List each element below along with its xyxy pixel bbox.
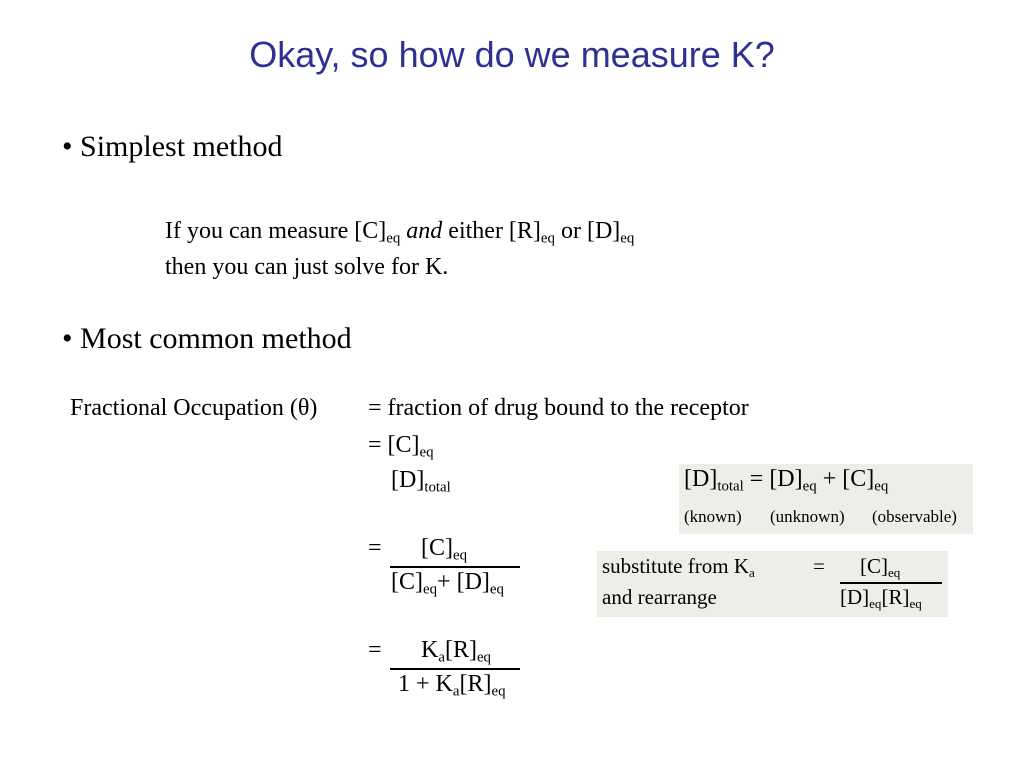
subscript-eq: eq	[476, 649, 491, 666]
subscript-total: total	[424, 479, 451, 496]
subscript-eq: eq	[423, 581, 438, 598]
method1-line2: then you can just solve for K.	[165, 254, 449, 280]
bullet-most-common-method	[62, 322, 352, 356]
dtotal-b: = [D]	[749, 466, 803, 492]
eq2-denominator	[391, 569, 504, 596]
method1-text-a: If you can measure [C]	[165, 218, 387, 244]
method1-text-c: either [R]	[448, 218, 541, 244]
bullet-dot: •	[62, 130, 73, 163]
subscript-eq: eq	[419, 444, 434, 461]
eq2-den-a: [C]	[391, 569, 423, 595]
substitute-text: substitute from K	[602, 554, 749, 578]
subscript-a: a	[452, 683, 460, 700]
eq2-equals: =	[368, 535, 382, 561]
slide-title: Okay, so how do we measure K?	[249, 34, 775, 75]
substitute-denominator	[840, 585, 922, 610]
eq3-fraction-bar	[390, 668, 520, 670]
eq3-numerator	[421, 637, 491, 664]
eq1-numerator	[368, 432, 434, 459]
subscript-total: total	[717, 478, 744, 495]
substitute-den-a: [D]	[840, 585, 870, 609]
substitute-den-b: [R]	[881, 585, 910, 609]
subscript-eq: eq	[888, 564, 901, 580]
eq3-denominator	[398, 671, 506, 698]
dtotal-equation	[684, 466, 888, 493]
bullet-simplest-method	[62, 130, 283, 164]
method1-text-d: or [D]	[560, 218, 621, 244]
eq2-den-b: + [D]	[437, 569, 490, 595]
subscript-eq: eq	[620, 230, 635, 247]
bullet-simplest-label: Simplest method	[80, 130, 283, 163]
label-known: (known)	[684, 507, 742, 526]
subscript-eq: eq	[491, 683, 506, 700]
subscript-eq: eq	[909, 595, 922, 611]
label-observable: (observable)	[872, 507, 957, 526]
substitute-num-text: [C]	[860, 554, 888, 578]
fractional-occupation-definition: = fraction of drug bound to the receptor	[368, 395, 749, 421]
method1-line1	[165, 218, 634, 245]
eq2-num-text: [C]	[421, 535, 453, 561]
bullet-common-label: Most common method	[80, 322, 352, 355]
equals-sign: =	[368, 432, 382, 458]
eq3-equals: =	[368, 637, 382, 663]
eq3-den-a: 1 + K	[398, 671, 453, 697]
dtotal-a: [D]	[684, 466, 718, 492]
substitute-line1	[602, 554, 755, 579]
subscript-eq: eq	[874, 478, 889, 495]
subscript-eq: eq	[802, 478, 817, 495]
eq2-numerator	[421, 535, 467, 562]
substitute-line2: and rearrange	[602, 585, 717, 609]
substitute-numerator	[860, 554, 900, 579]
subscript-a: a	[749, 564, 755, 580]
eq2-fraction-bar	[390, 566, 520, 568]
subscript-eq: eq	[540, 230, 555, 247]
eq3-num-a: K	[421, 637, 439, 663]
eq3-num-b: [R]	[444, 637, 477, 663]
subscript-eq: eq	[489, 581, 504, 598]
method1-and: and	[406, 218, 443, 244]
dtotal-c: + [C]	[822, 466, 875, 492]
substitute-equals: =	[813, 554, 825, 578]
subscript-a: a	[438, 649, 445, 666]
eq3-den-b: [R]	[459, 671, 492, 697]
label-unknown: (unknown)	[770, 507, 845, 526]
subscript-eq: eq	[453, 547, 468, 564]
subscript-eq: eq	[869, 595, 882, 611]
subscript-eq: eq	[386, 230, 401, 247]
eq1-num-text: [C]	[387, 432, 420, 458]
fractional-occupation-label: Fractional Occupation (θ)	[70, 395, 318, 421]
substitute-fraction-bar	[840, 582, 942, 584]
bullet-dot: •	[62, 322, 73, 355]
eq1-den-text: [D]	[391, 467, 425, 493]
eq1-denominator	[391, 467, 451, 494]
